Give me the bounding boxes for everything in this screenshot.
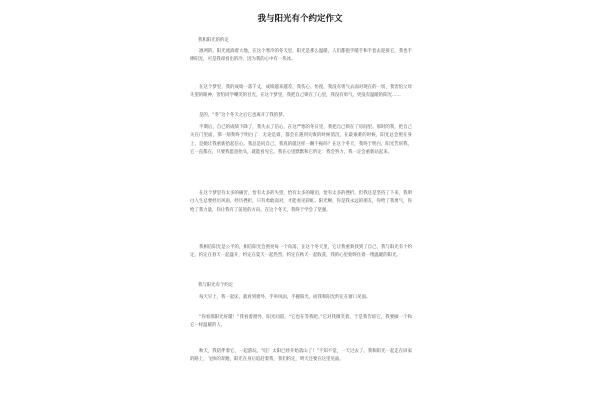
paragraph: 是的，“冬”这个冬天之后它也离开了我的梦。 bbox=[199, 113, 287, 118]
paragraph: 秋天，我陪伴着它，一起游玩。“哇！太阳已经开始落山了！”不知不觉，一天过去了，我和阳光一起走在回家的路上，飞快的奔跑，阳光在身后追赶着我，我们约定，明天还要在这里见面。 bbox=[190, 349, 412, 363]
paragraph: 在这个梦里，我的成绩一落千丈，成绩越来越差，我伤心、彷徨，我没有勇气去面对现在的一切，我害怕父母失望的眼神，害怕同学嘲笑的目光，在这个梦里，我把自己锁在了心里，我没有勇气，更没有温暖的阳光…… bbox=[190, 85, 412, 99]
paragraph: “你看那阳光好暖！”我看着窗外，阳光问道，“它也在等我吧。”它对我微笑着，于是我告诉它，我要做一个和它一样温暖的人。 bbox=[190, 315, 412, 329]
paragraph: 我相信阳光是公平的，相信阳光会照亮每一个角落，在这个冬天里，它让我重新找到了自己，我与阳光有个约定，约定在春天一起盛开，约定在夏天一起热烈，约定在秋天一起收获，我的心里始终住着一缕温暖的阳光。 bbox=[190, 245, 412, 259]
document-title: 我与阳光有个约定作文 bbox=[257, 14, 343, 24]
section-heading: 我和阳光的约定 bbox=[198, 38, 229, 43]
section-heading: 我与阳光有个约定 bbox=[198, 283, 234, 288]
paragraph: 在这个梦里有太多的痛苦，恰有太多的失望，恰有太多的眼泪，恰有太多的挫折，但我还是坚持了下来，我明白人生总要经历风雨，经历挫折，只有勇敢面对，才能看见彩虹。阳光啊，你是我永远的朋友，你给了我勇气，你给了我力量，你让我有了前进的方向。在这个冬天，我终于学会了坚强。 bbox=[190, 191, 412, 213]
paragraph: 每天早上，我一起床，就看到窗外，手举风雨，手握阳光，而我和阳光约定在窗口见面。 bbox=[199, 295, 371, 300]
paragraph: 半期后，自己的成绩下降了，我失去了信心，在这严寒的冬日里，我把自己锁在了房间里。那时的我，把自己关在门里面，那一刻我终于明白了：无论是谁，都会在遇到失败的时候消沉，在最艰难的时候，阳光总会照在身上，是她让我重新拾起信心。我总是问自己，我真的就这样一蹶不振吗？在这个冬天，我终于明白，阳光告诉我，它一直都在，只要我愿意抬头，就能看见它。我在心里默默和它约定：我会努力，我一定会重新站起来。 bbox=[190, 125, 412, 155]
paragraph: 凛冽的，阳光流淌着大地，在这个寒冷的冬天里，阳光是那么温暖，人们都抱手暖手和手套去迎接它，我也手捧阳光，可是我却看出的冷，因为我的心中有一块冰。 bbox=[190, 49, 412, 63]
